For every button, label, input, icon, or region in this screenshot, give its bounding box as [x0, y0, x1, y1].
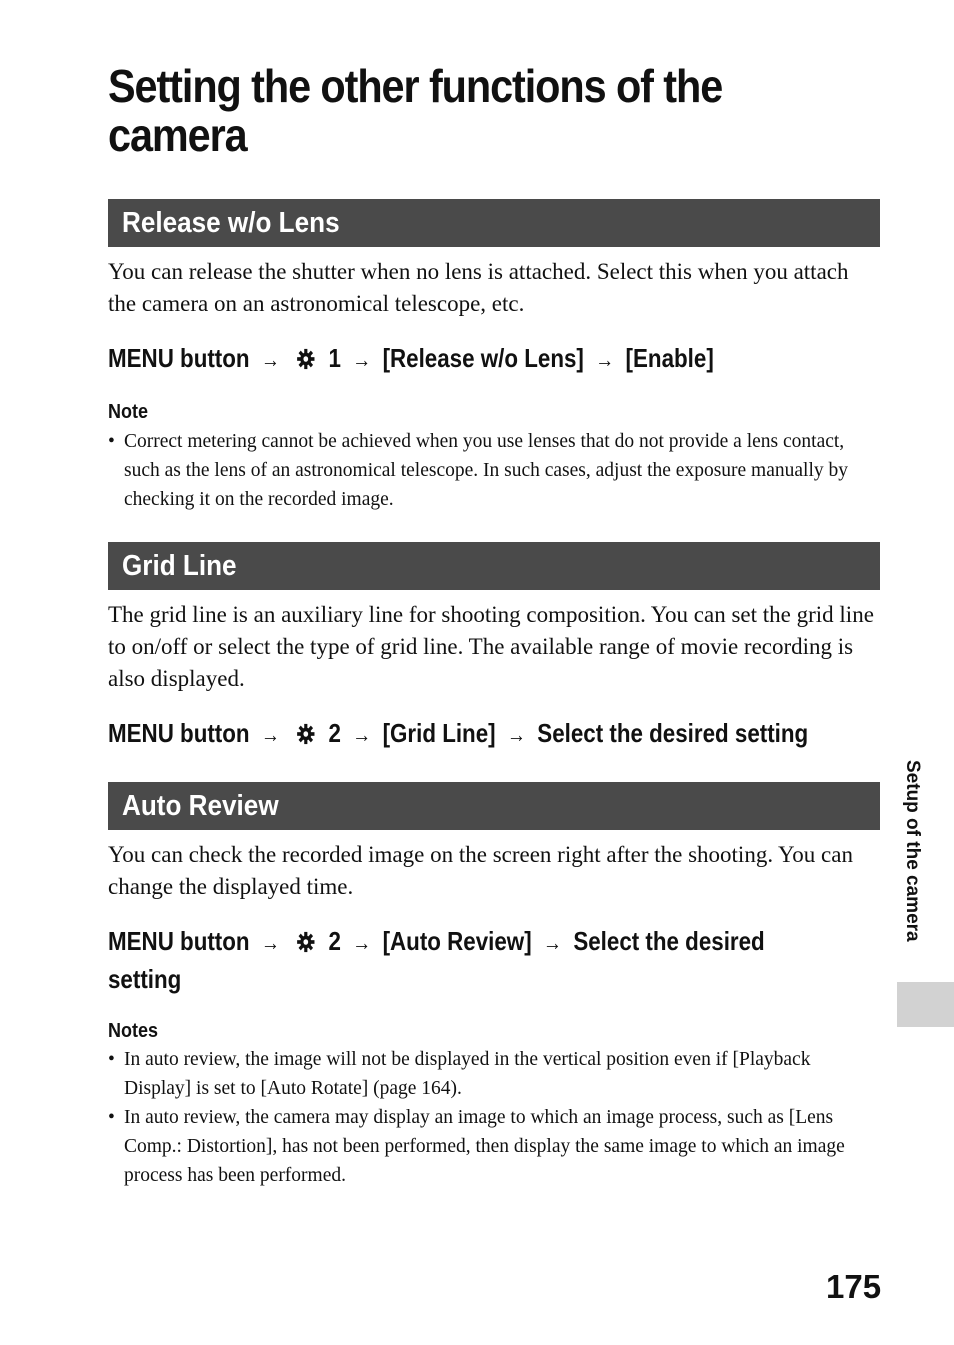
arrow-icon: →: [260, 722, 280, 747]
gear-icon: [295, 348, 317, 370]
note-list: [108, 427, 880, 514]
section-heading-auto-review: [108, 782, 880, 830]
menu-step: 2: [328, 926, 341, 956]
notes-list: [108, 1045, 880, 1190]
menu-path-release-wo-lens: [108, 340, 908, 378]
menu-path-auto-review: [108, 923, 908, 997]
section-heading-label: Release w/o Lens: [122, 207, 340, 239]
arrow-icon: →: [595, 347, 615, 372]
section-body-release-wo-lens: You can release the shutter when no lens is attached. Select this when you attach the camera on an astronomical telescope, etc.: [108, 259, 849, 316]
arrow-icon: →: [260, 347, 280, 372]
note-item: • In auto review, the image will not be displayed in the vertical position even if [Playback Display] is set to [Auto Rotate] (page 164).: [108, 1045, 880, 1103]
section-heading-release-wo-lens: [108, 199, 880, 247]
note-item: • Correct metering cannot be achieved when you use lenses that do not provide a lens contact, such as the lens of an astronomical telescope. In such cases, adjust the exposure manually by checking it on the recorded image.: [108, 427, 880, 514]
menu-step: [Auto Review]: [382, 926, 532, 956]
arrow-icon: →: [506, 722, 526, 747]
section-body-auto-review: You can check the recorded image on the screen right after the shooting. You can change the displayed time.: [108, 842, 853, 899]
menu-step: Select the desired: [573, 926, 765, 956]
note-heading: Note: [108, 401, 149, 423]
menu-step: 1: [328, 343, 341, 373]
section-heading-grid-line: [108, 542, 880, 590]
note-item: • In auto review, the camera may display an image to which an image process, such as [Lens Comp.: Distortion], has not been performed, then display the same image to which an image process has been performed.: [108, 1103, 880, 1190]
arrow-icon: →: [352, 722, 372, 747]
page-title: Setting the other functions of the camera: [108, 60, 723, 161]
section-heading-label: Grid Line: [122, 550, 237, 582]
arrow-icon: →: [352, 347, 372, 372]
page-number: 175: [826, 1268, 882, 1305]
side-tab-label: Setup of the camera: [902, 760, 923, 942]
menu-lead: MENU button: [108, 343, 250, 373]
menu-step: [Grid Line]: [382, 718, 496, 748]
gear-icon: [295, 723, 317, 745]
menu-lead: MENU button: [108, 718, 250, 748]
section-body-grid-line: The grid line is an auxiliary line for shooting composition. You can set the grid line to on/off or select the type of grid line. The available range of movie recording is also displayed.: [108, 602, 874, 691]
arrow-icon: →: [260, 930, 280, 955]
menu-path-grid-line: [108, 715, 908, 753]
side-tab-marker: [897, 982, 954, 1027]
arrow-icon: →: [352, 930, 372, 955]
menu-step: [Enable]: [625, 343, 714, 373]
menu-step: 2: [328, 718, 341, 748]
notes-heading: Notes: [108, 1020, 159, 1042]
menu-lead: MENU button: [108, 926, 250, 956]
menu-step: Select the desired setting: [537, 718, 809, 748]
menu-step: [Release w/o Lens]: [382, 343, 584, 373]
section-heading-label: Auto Review: [122, 790, 279, 822]
arrow-icon: →: [543, 930, 562, 955]
gear-icon: [295, 931, 317, 953]
menu-continuation: setting: [108, 964, 182, 994]
